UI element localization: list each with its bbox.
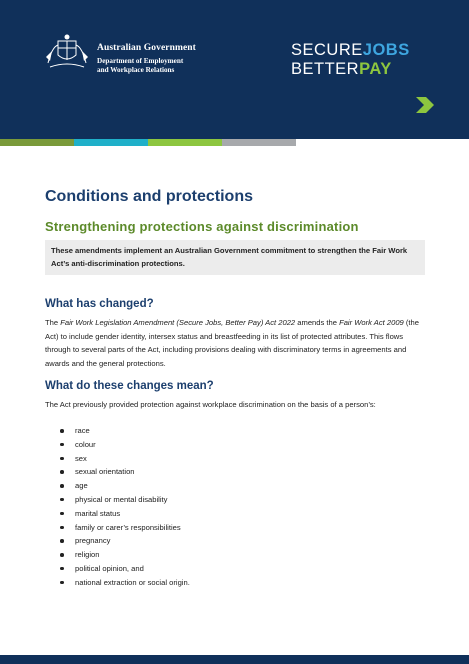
- list-item: [60, 493, 190, 507]
- text-run: The: [45, 318, 61, 327]
- color-stripe-bar: [0, 139, 469, 146]
- list-item-text: race: [75, 426, 90, 435]
- text-run: amends the: [295, 318, 340, 327]
- bullet: [60, 567, 64, 571]
- government-name: Australian Government: [97, 43, 196, 53]
- list-item-text: religion: [75, 550, 100, 560]
- list-item-text: marital status: [75, 508, 121, 518]
- coat-of-arms-icon: [44, 33, 90, 69]
- bullet: [60, 539, 64, 543]
- bullet: [60, 512, 64, 516]
- page-subtitle: Strengthening protections against discrimination: [45, 219, 359, 234]
- list-item-text: sex: [75, 453, 87, 463]
- act-title-italic: Fair Work Legislation Amendment (Secure Jobs, Better Pay) Act 2022: [60, 318, 296, 327]
- brand-line2: [291, 60, 392, 79]
- list-item: [60, 479, 190, 493]
- department-name-line1: Department of Employment: [97, 57, 184, 65]
- department-name-line2: and Workplace Relations: [97, 66, 175, 74]
- list-item: [60, 465, 190, 479]
- list-item: [60, 521, 190, 535]
- list-item: [60, 452, 190, 466]
- stripe-olive: [0, 139, 74, 146]
- list-item: [60, 507, 190, 521]
- bullet: [60, 470, 64, 474]
- bullet: [60, 526, 64, 530]
- list-item-text: political opinion, and: [75, 563, 144, 573]
- bullet: [60, 457, 64, 461]
- page-header: [0, 0, 469, 139]
- list-item: [60, 576, 190, 590]
- section-heading-what-changed: What has changed?: [45, 298, 154, 310]
- bullet: [60, 581, 64, 585]
- stripe-grey: [222, 139, 296, 146]
- section-paragraph-what-mean: The Act previously provided protection against workplace discrimination on the basis of a person’s:: [45, 400, 376, 409]
- text-run: (the Act) to include gender identity, intersex status and breastfeeding in its list of protected attributes. This flows through to several parts of the Act, including provisions dealing with discriminatory terms in agreements and awards and the general protections.: [45, 318, 419, 368]
- list-item-text: national extraction or social origin.: [75, 577, 190, 587]
- chevron-right-icon: [414, 95, 436, 115]
- intro-box: These amendments implement an Australian Government commitment to strengthen the Fair Work Act’s anti-discrimination protections.: [45, 240, 425, 275]
- list-item: [60, 562, 190, 576]
- list-item-text: age: [75, 481, 88, 491]
- bullet: [60, 553, 64, 557]
- list-item: [60, 534, 190, 548]
- act-title-italic: Fair Work Act 2009: [339, 318, 404, 327]
- list-item-text: pregnancy: [75, 536, 111, 546]
- section-heading-what-mean: What do these changes mean?: [45, 380, 214, 392]
- bullet: [60, 484, 64, 488]
- list-item: [60, 438, 190, 452]
- stripe-teal: [74, 139, 148, 146]
- section-paragraph-what-changed: [45, 316, 425, 370]
- list-item-text: sexual orientation: [75, 467, 135, 477]
- brand-line1: [291, 41, 410, 60]
- list-item-text: colour: [75, 439, 96, 449]
- bullet: [60, 498, 64, 502]
- page-title: Conditions and protections: [45, 188, 253, 205]
- list-item-text: physical or mental disability: [75, 494, 168, 504]
- brand-pay: PAY: [359, 60, 392, 78]
- bullet: [60, 429, 64, 433]
- page-footer-bar: [0, 655, 469, 664]
- bullet: [60, 443, 64, 447]
- brand-secure: SECURE: [291, 41, 363, 59]
- list-item: [60, 548, 190, 562]
- list-item: [60, 424, 190, 438]
- brand-jobs: JOBS: [362, 41, 410, 59]
- stripe-green: [148, 139, 222, 146]
- protected-attributes-list: [60, 424, 190, 590]
- list-item-text: family or carer’s responsibilities: [75, 522, 181, 532]
- brand-better: BETTER: [291, 60, 360, 78]
